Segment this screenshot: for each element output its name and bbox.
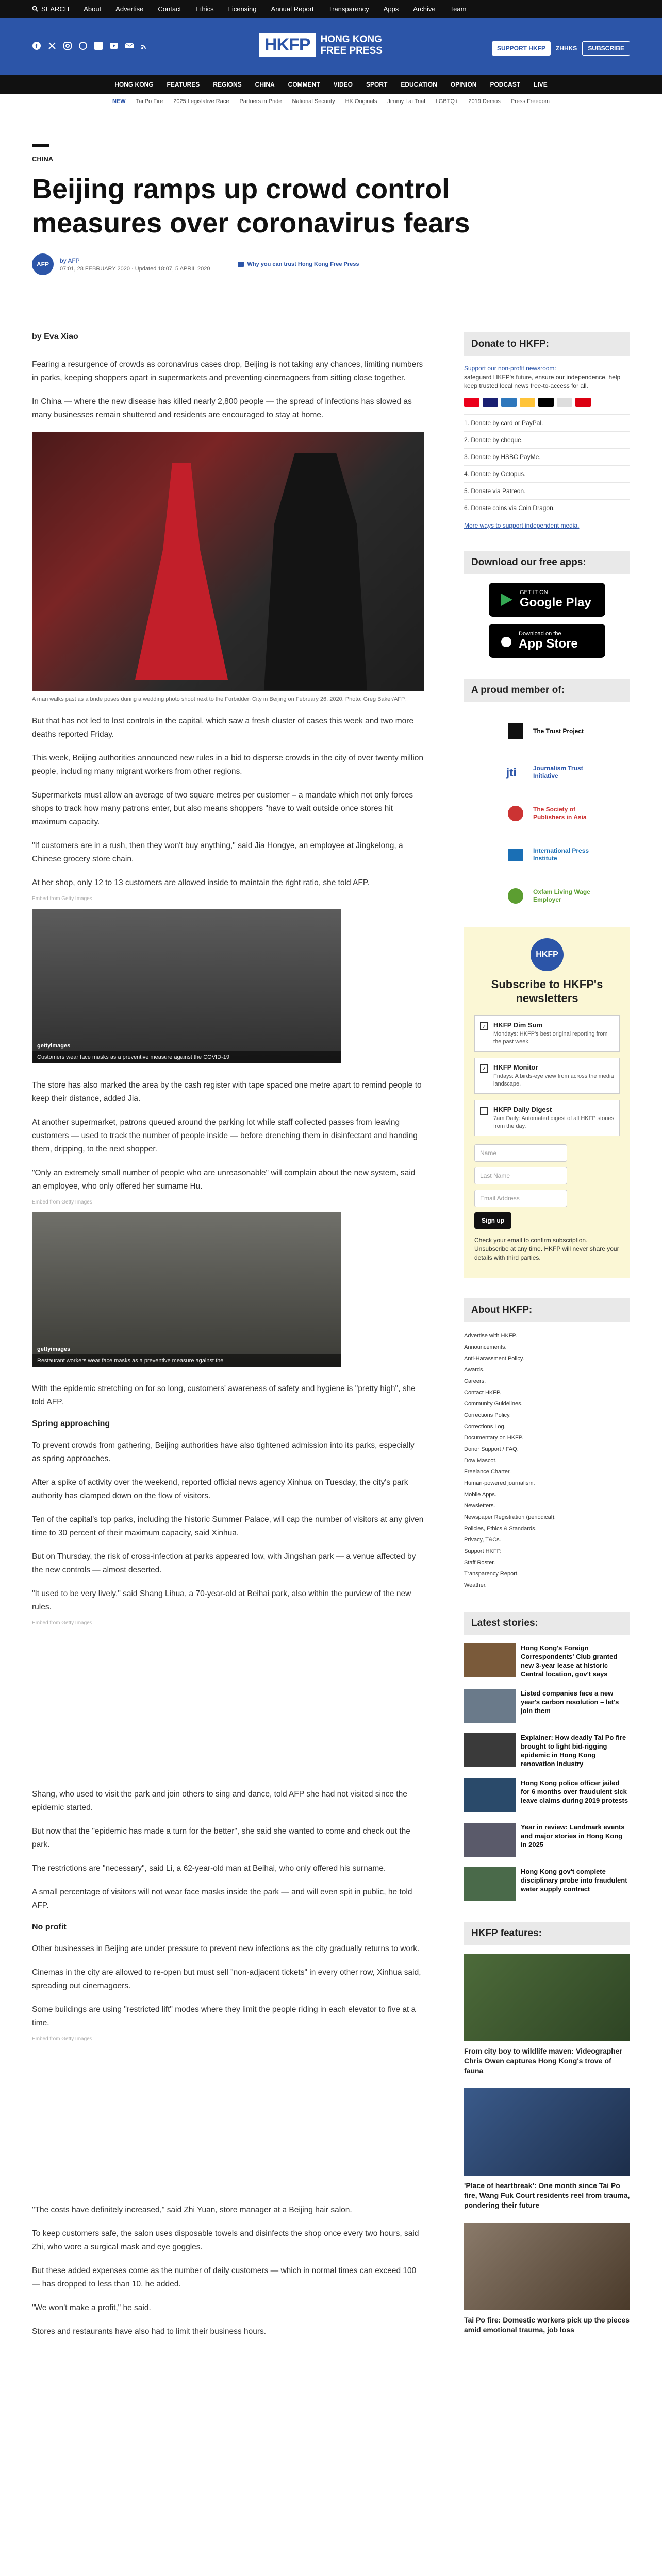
getty-logo: gettyimages <box>37 1346 71 1352</box>
signup-button[interactable]: Sign up <box>474 1212 511 1229</box>
trending-link[interactable]: Press Freedom <box>510 98 550 105</box>
newsletter-name: HKFP Dim Sum <box>493 1021 543 1029</box>
language-switch[interactable]: ZHHKS <box>555 45 577 52</box>
newsletter-option[interactable] <box>474 1015 620 1052</box>
member-sopa[interactable] <box>464 793 630 834</box>
oxfam-icon <box>505 886 526 906</box>
about-link[interactable]: Dow Mascot. <box>464 1458 497 1464</box>
paragraph: A small percentage of visitors will not wear face masks inside the park — and will even spit in public, he told AFP. <box>32 1888 412 1910</box>
paragraph: Fearing a resurgence of crowds as coronavirus cases drop, Beijing is not taking any chances, limiting numbers in parks, keeping shoppers apart in supermarkets and preventing cinemagoers from sitting close together. <box>32 360 423 382</box>
name-input[interactable]: Name <box>474 1144 567 1162</box>
article-author: by Eva Xiao <box>32 332 78 341</box>
trending-link[interactable]: National Security <box>292 98 335 105</box>
google-play-icon <box>500 592 514 607</box>
nav-education[interactable]: EDUCATION <box>401 81 437 88</box>
embed-credit: Embed from Getty Images <box>32 1620 92 1626</box>
about-link[interactable]: Weather. <box>464 1582 487 1588</box>
paragraph: But these added expenses come as the number of daily customers — which in normal times can exceed 100 — has dropped to less than 10, he added. <box>32 2266 417 2289</box>
byline <box>32 253 630 275</box>
newsletter-checkbox[interactable] <box>480 1107 488 1115</box>
getty-logo: gettyimages <box>37 1043 71 1049</box>
member-oxfam[interactable] <box>464 875 630 917</box>
man-figure <box>264 453 367 690</box>
about-link[interactable]: Transparency Report. <box>464 1571 519 1577</box>
apple-icon <box>500 634 512 648</box>
paragraph: The store has also marked the area by the cash register with tape spaced one metre apart to remind people to keep their distance, added Jia. <box>32 1081 422 1103</box>
feature-photo[interactable] <box>464 2223 630 2310</box>
top-link-about[interactable]: About <box>84 5 102 13</box>
paragraph: With the epidemic stretching on for so long, customers' awareness of safety and hygiene is "pretty high", she told AFP. <box>32 1384 416 1406</box>
email-input[interactable]: Email Address <box>474 1190 567 1207</box>
author-avatar[interactable]: AFP <box>32 253 54 275</box>
payme-icon <box>575 398 591 407</box>
feature-title[interactable]: 'Place of heartbreak': One month since Tai Po fire, Wang Fuk Court residents reel from trauma, pondering their future <box>464 2181 630 2209</box>
photo-caption: A man walks past as a bride poses during a wedding photo shoot next to the Forbidden City in Beijing on February 26, 2020. Photo: Greg Baker/AFP. <box>32 696 406 702</box>
jti-icon <box>505 762 526 783</box>
newsletter-checkbox[interactable]: ✓ <box>480 1064 488 1073</box>
google-play-button[interactable] <box>489 583 605 617</box>
paragraph: Supermarkets must allow an average of two square metres per customer – a mandate which not only forces shops to track how many patrons enter, but also means shoppers "have to wait outside once stores hit maximum capacity. <box>32 791 413 826</box>
embed-credit: Embed from Getty Images <box>32 896 92 902</box>
member-name: Oxfam Living Wage Employer <box>533 888 590 903</box>
trending-link[interactable]: Jimmy Lai Trial <box>387 98 425 105</box>
member-title: A proud member of: <box>464 679 630 702</box>
logo-mark: HKFP <box>259 33 316 57</box>
trending-link[interactable]: HK Originals <box>345 98 377 105</box>
more-ways-link[interactable]: More ways to support independent media. <box>464 522 580 529</box>
paragraph: Shang, who used to visit the park and join others to sing and dance, told AFP she had not visited since the epidemic started. <box>32 1790 407 1812</box>
top-link-team[interactable]: Team <box>450 5 467 13</box>
nav-comment[interactable]: COMMENT <box>288 81 320 88</box>
donate-options <box>464 414 630 516</box>
feature-photo[interactable] <box>464 2088 630 2176</box>
getty-photo-label: Restaurant workers wear face masks as a preventive measure against the <box>32 1354 341 1367</box>
trust-link[interactable] <box>237 261 359 268</box>
newsletter-desc: Mondays: HKFP's best original reporting from the past week. <box>493 1031 608 1045</box>
latest-story[interactable] <box>464 1867 630 1901</box>
about-link[interactable]: Corrections Log. <box>464 1423 506 1430</box>
about-link[interactable]: Careers. <box>464 1378 486 1384</box>
article-dates: 07:01, 28 FEBRUARY 2020 · Updated 18:07, 5 APRIL 2020 <box>60 265 210 272</box>
payment-methods <box>464 398 630 407</box>
story-thumbnail <box>464 1733 516 1767</box>
article-header <box>32 144 630 275</box>
info-icon <box>237 261 244 268</box>
paragraph: Cinemas in the city are allowed to re-open but must sell "non-adjacent tickets" in every other row, Xinhua said, spreading out cinemagoers. <box>32 1968 421 1990</box>
about-link[interactable]: Announcements. <box>464 1344 507 1350</box>
top-link-apps[interactable]: Apps <box>383 5 399 13</box>
top-link-transparency[interactable]: Transparency <box>328 5 369 13</box>
about-link[interactable]: Support HKFP. <box>464 1548 502 1554</box>
x-icon[interactable] <box>47 41 57 50</box>
about-link[interactable]: Contact HKFP. <box>464 1389 501 1396</box>
about-link[interactable]: Advertise with HKFP. <box>464 1333 517 1339</box>
search-button[interactable] <box>32 5 69 13</box>
paragraph: At her shop, only 12 to 13 customers are allowed inside to maintain the right ratio, she told AFP. <box>32 878 370 887</box>
paragraph: At another supermarket, patrons queued around the parking lot while staff collected passes from leaving customers — used to track the number of people inside — before drenching them in disinfectant and handing them, dripping, to the next shopper. <box>32 1118 418 1154</box>
support-button[interactable]: SUPPORT HKFP <box>492 41 551 56</box>
paragraph: This week, Beijing authorities announced new rules in a bid to disperse crowds in the city of over twenty million people, including many migrant workers from other regions. <box>32 754 424 776</box>
donate-option[interactable]: 3. Donate by HSBC PayMe. <box>464 448 630 465</box>
newsletter-name: HKFP Monitor <box>493 1063 538 1071</box>
story-thumbnail <box>464 1778 516 1812</box>
paragraph: Other businesses in Beijing are under pressure to prevent new infections as the city gradually returns to work. <box>32 1944 420 1953</box>
story-title: Year in review: Landmark events and major stories in Hong Kong in 2025 <box>521 1823 625 1849</box>
newsletter-desc: Fridays: A birds-eye view from across the media landscape. <box>493 1073 614 1087</box>
app-store-small: Download on the <box>519 631 561 637</box>
latest-story[interactable] <box>464 1643 630 1679</box>
trending-link[interactable]: Partners in Pride <box>239 98 282 105</box>
search-label: SEARCH <box>41 5 70 13</box>
about-link[interactable]: Policies, Ethics & Standards. <box>464 1526 537 1532</box>
paragraph: To prevent crowds from gathering, Beijing authorities have also tightened admission into its parks, especially as spring approaches. <box>32 1441 415 1463</box>
latest-story[interactable] <box>464 1778 630 1812</box>
paragraph: "Only an extremely small number of people who are unreasonable" will complain about the new system, said an employee, who only offered her surname Hu. <box>32 1168 416 1191</box>
trending-link[interactable]: LGBTQ+ <box>435 98 458 105</box>
donate-option[interactable]: 5. Donate via Patreon. <box>464 482 630 499</box>
site-header <box>0 18 662 75</box>
paragraph: Stores and restaurants have also had to limit their business hours. <box>32 2327 267 2336</box>
article-title: Beijing ramps up crowd control measures over coronavirus fears <box>32 174 470 239</box>
paragraph: In China — where the new disease has killed nearly 2,800 people — the spread of infections has slowed as many businesses remain shuttered and residents are encouraged to stay at home. <box>32 397 412 419</box>
author-link[interactable]: by AFP <box>60 257 80 264</box>
nav-sport[interactable]: SPORT <box>366 81 388 88</box>
about-link[interactable]: Human-powered journalism. <box>464 1480 535 1486</box>
paragraph: Ten of the capital's top parks, including the historic Summer Palace, will cap the number of visitors at any given time to 30 percent of their maximum capacity, said Xinhua. <box>32 1515 424 1537</box>
logo-subtitle: HONG KONG FREE PRESS <box>320 33 383 56</box>
top-bar <box>0 0 662 18</box>
paragraph: After a spike of activity over the weekend, reported official news agency Xinhua on Tuesday, the city's park authority has clamped down on the flow of visitors. <box>32 1478 408 1500</box>
nav-opinion[interactable]: OPINION <box>450 81 477 88</box>
ipi-icon <box>505 844 526 865</box>
newsletter-name: HKFP Daily Digest <box>493 1106 552 1113</box>
newsletter-checkbox[interactable]: ✓ <box>480 1022 488 1030</box>
apple-pay-icon <box>538 398 554 407</box>
story-thumbnail <box>464 1689 516 1723</box>
paragraph: "The costs have definitely increased," said Zhi Yuan, store manager at a Beijing hair salon. <box>32 2206 352 2214</box>
nav-china[interactable]: CHINA <box>255 81 275 88</box>
story-thumbnail <box>464 1867 516 1901</box>
header-actions <box>492 41 630 56</box>
trending-link[interactable]: 2025 Legislative Race <box>173 98 229 105</box>
embed-credit: Embed from Getty Images <box>32 2036 92 2042</box>
paragraph: But now that the "epidemic has made a turn for the better", she said she wanted to come and check out the park. <box>32 1827 410 1849</box>
donate-option[interactable]: 1. Donate by card or PayPal. <box>464 414 630 431</box>
nav-live[interactable]: LIVE <box>534 81 548 88</box>
section-heading: No profit <box>32 1923 67 1931</box>
latest-story[interactable] <box>464 1733 630 1768</box>
story-title: Hong Kong's Foreign Correspondents' Club granted new 3-year lease at historic Central location, gov't says <box>521 1644 618 1678</box>
paragraph: "If customers are in a rush, then they won't buy anything," said Jia Hongye, an employee at Jingkelong, a Chinese grocery store chain. <box>32 841 403 863</box>
newsletter-logo: HKFP <box>531 938 564 971</box>
story-title: Listed companies face a new year's carbon resolution – let's join them <box>521 1689 619 1715</box>
embed-placeholder <box>32 1633 424 1788</box>
latest-title: Latest stories: <box>464 1612 630 1635</box>
story-thumbnail <box>464 1823 516 1857</box>
paragraph: But on Thursday, the risk of cross-infection at parks appeared low, with Jingshan park — a venue affected by the new controls — almost deserted. <box>32 1552 416 1574</box>
article-body <box>32 332 424 2349</box>
about-link[interactable]: Awards. <box>464 1367 485 1373</box>
last-name-input[interactable]: Last Name <box>474 1167 567 1184</box>
donate-option[interactable]: 2. Donate by cheque. <box>464 431 630 448</box>
nav-hong-kong[interactable]: HONG KONG <box>114 81 154 88</box>
instagram-icon[interactable] <box>63 41 72 50</box>
donate-option[interactable]: 4. Donate by Octopus. <box>464 465 630 482</box>
newsletter-option[interactable] <box>474 1100 620 1136</box>
member-jti[interactable] <box>464 752 630 793</box>
amex-icon <box>501 398 517 407</box>
main-nav <box>0 75 662 94</box>
linkedin-icon[interactable] <box>94 41 103 50</box>
article-category[interactable]: CHINA <box>32 155 54 163</box>
about-link[interactable]: Anti-Harassment Policy. <box>464 1355 524 1362</box>
top-link-advertise[interactable]: Advertise <box>115 5 144 13</box>
svg-text:jti: jti <box>506 766 517 779</box>
embed-placeholder <box>32 2049 424 2204</box>
member-name: Journalism Trust Initiative <box>533 765 583 779</box>
trust-link-label: Why you can trust Hong Kong Free Press <box>247 261 359 267</box>
newsletter-title: Subscribe to HKFP's newsletters <box>491 978 603 1005</box>
nav-regions[interactable]: REGIONS <box>213 81 242 88</box>
feature-title[interactable]: From city boy to wildlife maven: Videographer Chris Owen captures Hong Kong's trove of fauna <box>464 2047 623 2075</box>
top-link-ethics[interactable]: Ethics <box>195 5 214 13</box>
rss-icon[interactable] <box>140 41 150 50</box>
subscribe-button[interactable]: SUBSCRIBE <box>582 41 630 56</box>
story-thumbnail <box>464 1643 516 1677</box>
about-title: About HKFP: <box>464 1298 630 1322</box>
mastercard-icon <box>464 398 479 407</box>
paragraph: To keep customers safe, the salon uses disposable towels and disinfects the shop once every two hours, said Zhi, who wore a surgical mask and eye goggles. <box>32 2229 419 2251</box>
trust-project-icon <box>505 721 526 741</box>
threads-icon[interactable] <box>78 41 88 50</box>
trending-link[interactable]: Tai Po Fire <box>136 98 163 105</box>
svg-text:f: f <box>35 43 38 50</box>
story-title: Explainer: How deadly Tai Po fire brought to light bid-rigging epidemic in Hong Kong renovation industry <box>521 1734 626 1768</box>
latest-story[interactable] <box>464 1689 630 1723</box>
member-name: The Society of Publishers in Asia <box>533 806 587 821</box>
about-link[interactable]: Mobile Apps. <box>464 1492 496 1498</box>
paragraph: Some buildings are using "restricted lift" modes where they limit the people riding in each elevator to five at a time. <box>32 2005 416 2027</box>
getty-photo-supermarket[interactable] <box>32 909 341 1063</box>
section-heading: Spring approaching <box>32 1419 110 1428</box>
paragraph: "It used to be very lively," said Shang Lihua, a 70-year-old at Beihai park, also within the purview of the new rules. <box>32 1589 411 1612</box>
latest-story[interactable] <box>464 1823 630 1857</box>
about-link[interactable]: Freelance Charter. <box>464 1469 511 1475</box>
paragraph: "We won't make a profit," he said. <box>32 2303 151 2312</box>
donate-text: safeguard HKFP's future, ensure our independence, help keep trusted local news free-to-access for all. <box>464 374 621 389</box>
donate-title: Donate to HKFP: <box>464 332 630 356</box>
about-link[interactable]: Corrections Policy. <box>464 1412 511 1418</box>
paragraph: But that has not led to lost controls in the capital, which saw a fresh cluster of cases this week and two more deaths reported Friday. <box>32 717 414 739</box>
about-link[interactable]: Newspaper Registration (periodical). <box>464 1514 556 1520</box>
nav-podcast[interactable]: PODCAST <box>490 81 521 88</box>
embed-credit: Embed from Getty Images <box>32 1199 92 1205</box>
nav-features[interactable]: FEATURES <box>167 81 200 88</box>
site-logo[interactable] <box>259 33 388 57</box>
newsletter-desc: 7am Daily: Automated digest of all HKFP stories from the day. <box>493 1115 614 1129</box>
story-title: Hong Kong police officer jailed for 6 months over fraudulent sick leave claims during 2019 protests <box>521 1779 628 1804</box>
about-link[interactable]: Staff Roster. <box>464 1560 495 1566</box>
google-play-small: GET IT ON <box>520 589 548 596</box>
member-name: International Press Institute <box>533 847 589 862</box>
getty-photo-restaurant[interactable] <box>32 1212 341 1367</box>
google-play-big: Google Play <box>520 596 591 609</box>
about-link[interactable]: Privacy, T&Cs. <box>464 1537 501 1543</box>
trending-nav <box>0 94 662 109</box>
bride-figure <box>135 463 228 680</box>
feature-photo[interactable] <box>464 1954 630 2041</box>
newsletter-option[interactable] <box>474 1058 620 1094</box>
member-ipi[interactable] <box>464 834 630 875</box>
trending-new-label: NEW <box>112 98 126 105</box>
donate-link[interactable]: Support our non-profit newsroom: <box>464 365 556 372</box>
newsletter-note: Check your email to confirm subscription. Unsubscribe at any time. HKFP will never share your details with third parties. <box>474 1236 619 1261</box>
visa-icon <box>483 398 498 407</box>
about-link[interactable]: Community Guidelines. <box>464 1401 523 1407</box>
member-name: The Trust Project <box>533 727 584 735</box>
paragraph: The restrictions are "necessary", said Li, a 62-year-old man at Beihai, who only offered his surname. <box>32 1864 386 1873</box>
sidebar <box>464 332 630 2347</box>
about-link[interactable]: Documentary on HKFP. <box>464 1435 523 1441</box>
feature-title[interactable]: Tai Po fire: Domestic workers pick up the pieces amid emotional trauma, job loss <box>464 2316 630 2334</box>
nav-video[interactable]: VIDEO <box>333 81 353 88</box>
about-link[interactable]: Newsletters. <box>464 1503 495 1509</box>
about-links <box>464 1330 630 1591</box>
paypal-icon <box>520 398 535 407</box>
features-title: HKFP features: <box>464 1922 630 1945</box>
category-rule <box>32 144 49 147</box>
trending-link[interactable]: 2019 Demos <box>468 98 501 105</box>
email-icon[interactable] <box>125 41 134 50</box>
search-icon <box>32 6 38 12</box>
social-links <box>32 41 150 50</box>
getty-photo-label: Customers wear face masks as a preventive measure against the COVID-19 <box>32 1051 341 1063</box>
top-link-archive[interactable]: Archive <box>413 5 436 13</box>
top-link-contact[interactable]: Contact <box>158 5 181 13</box>
about-link[interactable]: Donor Support / FAQ. <box>464 1446 519 1452</box>
app-store-big: App Store <box>519 637 578 651</box>
top-link-annual-report[interactable]: Annual Report <box>271 5 314 13</box>
top-link-licensing[interactable]: Licensing <box>228 5 257 13</box>
newsletter-box <box>464 927 630 1278</box>
apps-title: Download our free apps: <box>464 551 630 574</box>
youtube-icon[interactable] <box>109 41 119 50</box>
member-trust-project[interactable] <box>464 710 630 752</box>
app-store-button[interactable] <box>489 624 605 658</box>
facebook-icon[interactable] <box>32 41 41 50</box>
lead-photo[interactable] <box>32 432 424 691</box>
story-title: Hong Kong gov't complete disciplinary probe into fraudulent water supply contract <box>521 1868 627 1893</box>
google-pay-icon <box>557 398 572 407</box>
sopa-icon <box>505 803 526 824</box>
donate-option[interactable]: 6. Donate coins via Coin Dragon. <box>464 499 630 516</box>
